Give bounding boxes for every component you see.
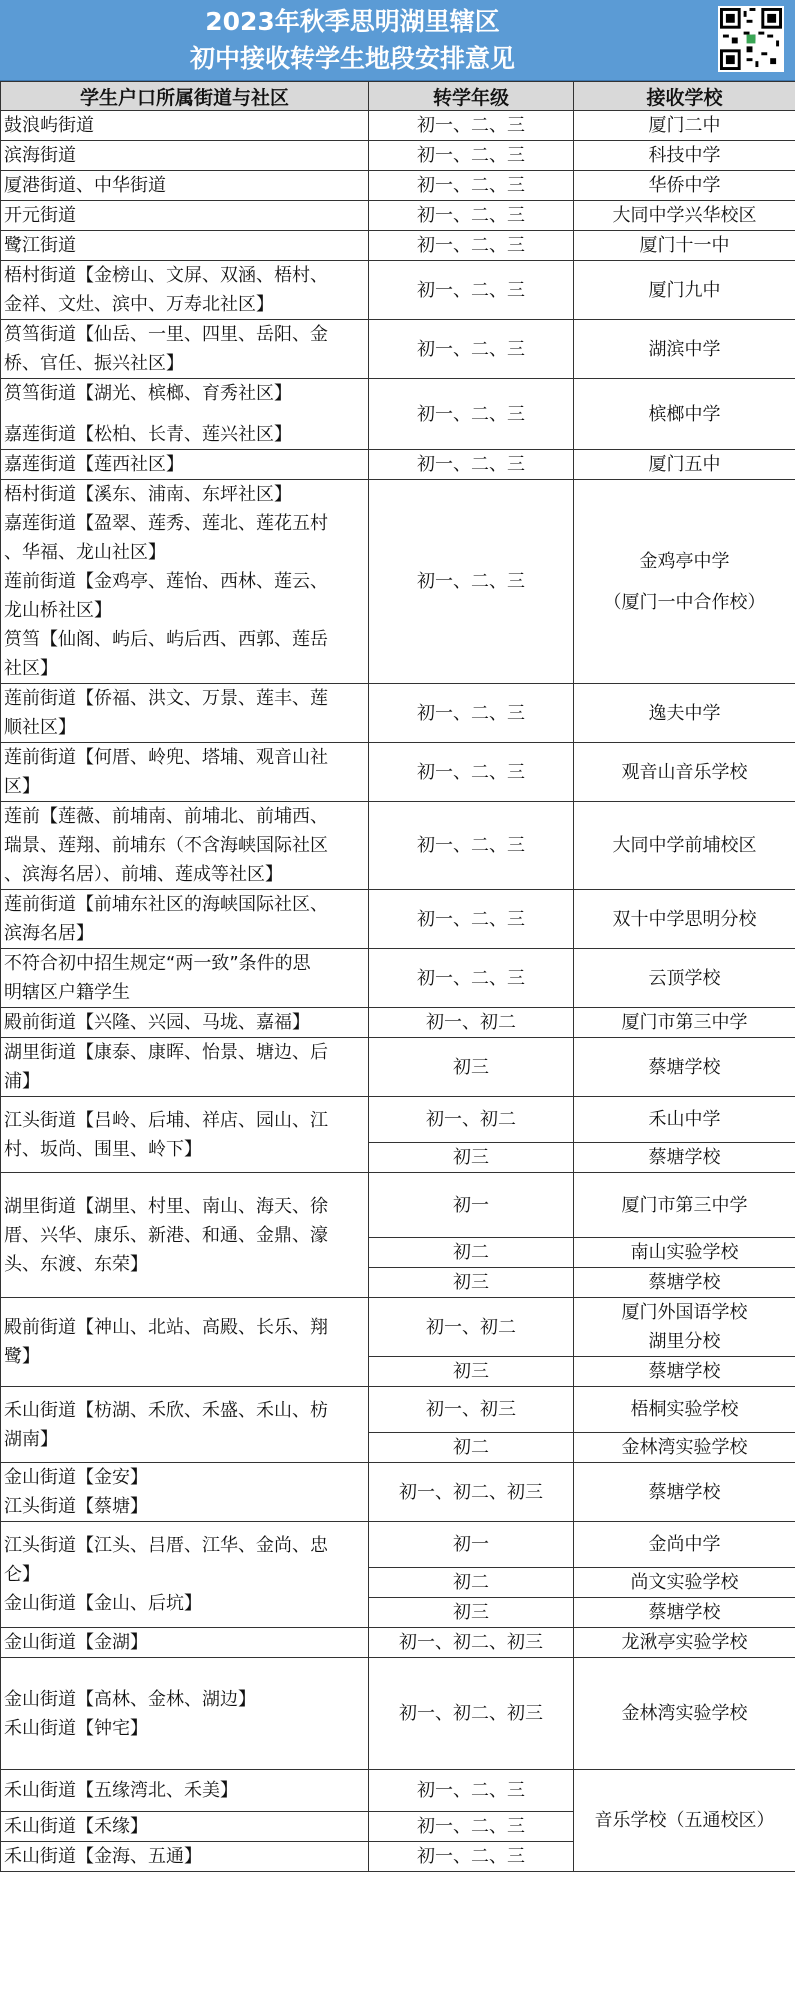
cell-line: 初一 <box>453 1534 489 1555</box>
cell-line: 初一、初二、初三 <box>399 1703 543 1724</box>
cell-line: 初一、二、三 <box>417 235 525 256</box>
cell-line: 初一、初二、初三 <box>399 1481 543 1503</box>
school-cell <box>574 1628 795 1658</box>
cell-line: 筼筜街道【仙岳、一里、四里、岳阳、金 <box>4 324 328 345</box>
area-cell <box>1 684 369 743</box>
cell-line: 初一、初二 <box>426 1012 516 1033</box>
cell-line: 禾山中学 <box>648 1109 721 1130</box>
cell-line: 初一、二、三 <box>417 761 525 783</box>
cell-line: 湖里街道【湖里、村里、南山、海天、徐 <box>4 1195 328 1217</box>
cell-line: 金山街道【金湖】 <box>4 1632 148 1653</box>
school-cell <box>574 231 795 261</box>
transfer-table <box>0 81 795 1872</box>
cell-line: 初一、二、三 <box>417 908 525 930</box>
table-row <box>1 802 795 890</box>
grade-cell <box>369 802 574 890</box>
school-cell <box>574 1568 795 1598</box>
table-row <box>1 201 795 231</box>
area-cell <box>1 1628 369 1658</box>
cell-line: 禾山街道【枋湖、禾欣、禾盛、禾山、枋 <box>4 1399 328 1421</box>
table-row <box>1 743 795 802</box>
area-cell <box>1 111 369 141</box>
cell-line: 初三 <box>453 1147 489 1168</box>
cell-line: 莲前街道【何厝、岭兜、塔埔、观音山社 <box>4 747 328 768</box>
cell-line: 梧桐实验学校 <box>630 1399 739 1420</box>
cell-line: 双十中学思明分校 <box>612 908 757 930</box>
school-cell <box>574 1238 795 1268</box>
cell-line: 初三 <box>453 1272 489 1293</box>
cell-line: 厦门市第三中学 <box>621 1012 748 1033</box>
grade-cell <box>369 1097 574 1143</box>
school-cell <box>574 320 795 379</box>
table-row <box>1 1463 795 1522</box>
school-cell <box>574 1598 795 1628</box>
cell-line: 湖里分校 <box>648 1331 721 1352</box>
school-cell <box>574 111 795 141</box>
table-header-row <box>1 82 795 111</box>
cell-line: 顺社区】 <box>4 717 76 738</box>
grade-cell <box>369 261 574 320</box>
school-cell <box>574 480 795 684</box>
cell-line: 初一、二、三 <box>417 175 525 196</box>
area-cell <box>1 1387 369 1463</box>
grade-cell <box>369 379 574 450</box>
school-cell <box>574 1038 795 1097</box>
school-cell <box>574 1387 795 1433</box>
area-cell <box>1 450 369 480</box>
area-cell <box>1 171 369 201</box>
cell-line: 村、坂尚、围里、岭下】 <box>4 1138 202 1160</box>
school-cell <box>574 201 795 231</box>
page-header <box>0 0 795 81</box>
school-cell <box>574 1522 795 1568</box>
grade-cell <box>369 450 574 480</box>
cell-line: 厦门九中 <box>648 279 721 301</box>
cell-line: 殿前街道【兴隆、兴园、马垅、嘉福】 <box>4 1012 310 1033</box>
school-cell <box>574 1097 795 1143</box>
area-cell <box>1 802 369 890</box>
grade-cell <box>369 1522 574 1568</box>
cell-line: 鼓浪屿街道 <box>4 115 94 136</box>
school-cell <box>574 743 795 802</box>
grade-cell <box>369 1238 574 1268</box>
cell-line: 厦港街道、中华街道 <box>4 175 166 196</box>
table-row <box>1 1097 795 1143</box>
cell-line: 初一、初二 <box>426 1109 516 1130</box>
cell-line: 浦】 <box>4 1071 40 1092</box>
cell-line: 初一、初三 <box>426 1399 516 1420</box>
school-cell <box>574 949 795 1008</box>
table-row <box>1 171 795 201</box>
table-row <box>1 1628 795 1658</box>
cell-line: 初一、初二 <box>426 1316 516 1338</box>
grade-cell <box>369 201 574 231</box>
cell-line: 初一、二、三 <box>417 145 525 166</box>
grade-cell <box>369 1770 574 1812</box>
cell-line: 华侨中学 <box>648 175 721 196</box>
cell-line: 金山街道【金山、后坑】 <box>4 1593 202 1614</box>
table-row <box>1 1008 795 1038</box>
cell-line: 音乐学校（五通校区） <box>594 1810 775 1831</box>
school-cell <box>574 1298 795 1357</box>
cell-line: 厦门五中 <box>648 454 721 475</box>
column-header-grade: 转学年级 <box>369 82 574 111</box>
cell-line: 、滨海名居）、前埔、莲成等社区】 <box>4 864 283 885</box>
table-row <box>1 1298 795 1357</box>
cell-line: 初一、二、三 <box>417 1780 525 1801</box>
grade-cell <box>369 1008 574 1038</box>
cell-line: 初一、二、三 <box>417 279 525 301</box>
school-cell <box>574 1463 795 1522</box>
grade-cell <box>369 949 574 1008</box>
grade-cell <box>369 1842 574 1872</box>
area-cell <box>1 1842 369 1872</box>
cell-line: 南山实验学校 <box>630 1242 739 1263</box>
cell-line: 头、东渡、东荣】 <box>4 1253 148 1275</box>
cell-line: 湖里街道【康泰、康晖、怡景、塘边、后 <box>4 1042 328 1063</box>
table-row <box>1 320 795 379</box>
cell-line: 蔡塘学校 <box>648 1481 721 1503</box>
cell-line: 初一、二、三 <box>417 338 525 360</box>
grade-cell <box>369 1268 574 1298</box>
grade-cell <box>369 1143 574 1173</box>
cell-line: 初一、初二、初三 <box>399 1632 543 1653</box>
cell-line: 禾山街道【禾缘】 <box>4 1816 148 1837</box>
school-cell <box>574 890 795 949</box>
table-row <box>1 1770 795 1812</box>
line-gap <box>4 408 365 420</box>
school-cell <box>574 1008 795 1038</box>
cell-line: 金鸡亭中学 <box>639 550 730 572</box>
grade-cell <box>369 684 574 743</box>
school-cell <box>574 1173 795 1238</box>
area-cell <box>1 1463 369 1522</box>
cell-line: 莲前街道【前埔东社区的海峡国际社区、 <box>4 894 328 915</box>
area-cell <box>1 231 369 261</box>
cell-line: 初三 <box>453 1602 489 1623</box>
grade-cell <box>369 1568 574 1598</box>
cell-line: 蔡塘学校 <box>648 1056 721 1078</box>
cell-line: 初一、二、三 <box>417 1846 525 1867</box>
cell-line: 禾山街道【金海、五通】 <box>4 1846 202 1867</box>
cell-line: 江头街道【江头、吕厝、江华、金尚、忠 <box>4 1535 328 1556</box>
table-row <box>1 450 795 480</box>
cell-line: 初一、二、三 <box>417 205 525 226</box>
school-cell <box>574 379 795 450</box>
cell-line: 明辖区户籍学生 <box>4 982 130 1003</box>
grade-cell <box>369 1658 574 1770</box>
grade-cell <box>369 890 574 949</box>
school-cell <box>574 1770 795 1872</box>
grade-cell <box>369 1038 574 1097</box>
area-cell <box>1 1658 369 1770</box>
grade-cell <box>369 141 574 171</box>
grade-cell <box>369 1628 574 1658</box>
area-cell <box>1 1008 369 1038</box>
cell-line: 初三 <box>453 1056 489 1078</box>
grade-cell <box>369 743 574 802</box>
cell-line: 、华福、龙山社区】 <box>4 542 166 563</box>
column-header-area: 学生户口所属街道与社区 <box>1 82 369 111</box>
school-cell <box>574 1143 795 1173</box>
cell-line: 初一、二、三 <box>417 115 525 136</box>
table-row <box>1 111 795 141</box>
table-row <box>1 379 795 450</box>
table-row <box>1 141 795 171</box>
cell-line: 初一、二、三 <box>417 571 525 592</box>
grade-cell <box>369 1387 574 1433</box>
grade-cell <box>369 111 574 141</box>
cell-line: 厦门二中 <box>648 115 721 136</box>
cell-line: 湖南】 <box>4 1428 58 1450</box>
cell-line: 桥、官任、振兴社区】 <box>4 353 184 374</box>
cell-line: 鹭】 <box>4 1346 40 1367</box>
cell-line: 金祥、文灶、滨中、万寿北社区】 <box>4 294 274 315</box>
cell-line: 梧村街道【溪东、浦南、东坪社区】 <box>4 484 292 505</box>
table-row <box>1 1038 795 1097</box>
area-cell <box>1 949 369 1008</box>
area-cell <box>1 201 369 231</box>
grade-cell <box>369 1812 574 1842</box>
cell-line: 禾山街道【五缘湾北、禾美】 <box>4 1780 238 1801</box>
cell-line: 厦门十一中 <box>639 235 730 256</box>
cell-line: 槟榔中学 <box>648 403 721 425</box>
grade-cell <box>369 480 574 684</box>
cell-line: 滨海街道 <box>4 145 76 166</box>
grade-cell <box>369 231 574 261</box>
area-cell <box>1 743 369 802</box>
area-cell <box>1 320 369 379</box>
cell-line: 仑】 <box>4 1564 40 1585</box>
grade-cell <box>369 1173 574 1238</box>
cell-line: 初一 <box>453 1194 489 1216</box>
cell-line: 莲前街道【金鸡亭、莲怡、西林、莲云、 <box>4 571 328 592</box>
grade-cell <box>369 1463 574 1522</box>
area-cell <box>1 141 369 171</box>
page-title-line1: 2023年秋季思明湖里辖区 <box>205 7 500 36</box>
cell-line: 滨海名居】 <box>4 923 94 944</box>
cell-line: 初一、二、三 <box>417 835 525 856</box>
school-cell <box>574 802 795 890</box>
grade-cell <box>369 171 574 201</box>
area-cell <box>1 480 369 684</box>
cell-line: 初一、二、三 <box>417 1816 525 1837</box>
cell-line: 初一、二、三 <box>417 454 525 475</box>
school-cell <box>574 171 795 201</box>
cell-line: 梧村街道【金榜山、文屏、双涵、梧村、 <box>4 265 328 286</box>
qr-code-icon <box>718 6 784 72</box>
cell-line: 嘉莲街道【盈翠、莲秀、莲北、莲花五村 <box>4 513 328 534</box>
cell-line: 蔡塘学校 <box>648 1602 721 1623</box>
table-row <box>1 261 795 320</box>
school-cell <box>574 261 795 320</box>
area-cell <box>1 1812 369 1842</box>
cell-line: 金尚中学 <box>648 1534 721 1555</box>
cell-line: 金山街道【高林、金林、湖边】 <box>4 1688 256 1710</box>
grade-cell <box>369 1433 574 1463</box>
column-header-school: 接收学校 <box>574 82 795 111</box>
grade-cell <box>369 1357 574 1387</box>
table-row <box>1 1387 795 1433</box>
area-cell <box>1 1770 369 1812</box>
cell-line: 龙湫亭实验学校 <box>621 1632 748 1653</box>
table-row <box>1 231 795 261</box>
area-cell <box>1 379 369 450</box>
cell-line: 初二 <box>453 1437 489 1458</box>
table-row <box>1 890 795 949</box>
cell-line: 区】 <box>4 776 40 797</box>
cell-line: 社区】 <box>4 658 58 679</box>
school-cell <box>574 1357 795 1387</box>
area-cell <box>1 1038 369 1097</box>
cell-line: 禾山街道【钟宅】 <box>4 1717 148 1739</box>
area-cell <box>1 1522 369 1628</box>
cell-line: 初一、二、三 <box>417 967 525 989</box>
grade-cell <box>369 320 574 379</box>
cell-line: 初三 <box>453 1361 489 1382</box>
page-title-line2: 初中接收转学生地段安排意见 <box>189 44 515 73</box>
cell-line: 莲前【莲薇、前埔南、前埔北、前埔西、 <box>4 806 328 827</box>
area-cell <box>1 261 369 320</box>
cell-line: 蔡塘学校 <box>648 1361 721 1382</box>
cell-line: 观音山音乐学校 <box>621 761 748 783</box>
cell-line: 初一、二、三 <box>417 403 525 425</box>
cell-line: 湖滨中学 <box>648 338 721 360</box>
line-gap <box>577 576 792 588</box>
cell-line: 金林湾实验学校 <box>621 1437 748 1458</box>
cell-line: 鹭江街道 <box>4 235 76 256</box>
cell-line: 金山街道【金安】 <box>4 1467 148 1488</box>
area-cell <box>1 890 369 949</box>
school-cell <box>574 684 795 743</box>
cell-line: 云顶学校 <box>648 967 721 989</box>
cell-line: 厝、兴华、康乐、新港、和通、金鼎、濠 <box>4 1224 328 1246</box>
cell-line: 初二 <box>453 1242 489 1263</box>
grade-cell <box>369 1298 574 1357</box>
cell-line: 厦门市第三中学 <box>621 1194 748 1216</box>
school-cell <box>574 1658 795 1770</box>
table-row <box>1 1522 795 1568</box>
cell-line: 逸夫中学 <box>648 702 721 724</box>
cell-line: 瑞景、莲翔、前埔东（不含海峡国际社区 <box>4 835 328 856</box>
cell-line: 不符合初中招生规定“两一致”条件的思 <box>4 953 311 974</box>
cell-line: 科技中学 <box>648 145 721 166</box>
cell-line: 大同中学前埔校区 <box>612 835 757 856</box>
cell-line: 殿前街道【神山、北站、高殿、长乐、翔 <box>4 1317 328 1338</box>
area-cell <box>1 1298 369 1387</box>
area-cell <box>1 1097 369 1173</box>
cell-line: 初二 <box>453 1572 489 1593</box>
cell-line: 嘉莲街道【松柏、长青、莲兴社区】 <box>4 424 292 445</box>
cell-line: （厦门一中合作校） <box>603 591 766 613</box>
cell-line: 大同中学兴华校区 <box>612 205 757 226</box>
cell-line: 嘉莲街道【莲西社区】 <box>4 454 184 475</box>
cell-line: 江头街道【吕岭、后埔、祥店、园山、江 <box>4 1109 328 1131</box>
table-row <box>1 684 795 743</box>
cell-line: 筼筜【仙阁、屿后、屿后西、西郭、莲岳 <box>4 629 328 650</box>
school-cell <box>574 450 795 480</box>
table-row <box>1 1173 795 1238</box>
cell-line: 江头街道【蔡塘】 <box>4 1496 148 1517</box>
area-cell <box>1 1173 369 1298</box>
cell-line: 莲前街道【侨福、洪文、万景、莲丰、莲 <box>4 688 328 709</box>
cell-line: 蔡塘学校 <box>648 1272 721 1293</box>
grade-cell <box>369 1598 574 1628</box>
cell-line: 龙山桥社区】 <box>4 600 112 621</box>
cell-line: 金林湾实验学校 <box>621 1703 748 1724</box>
school-cell <box>574 1433 795 1463</box>
cell-line: 尚文实验学校 <box>630 1572 739 1593</box>
school-cell <box>574 1268 795 1298</box>
cell-line: 厦门外国语学校 <box>621 1302 748 1323</box>
school-cell <box>574 141 795 171</box>
cell-line: 蔡塘学校 <box>648 1147 721 1168</box>
table-row <box>1 480 795 684</box>
table-row <box>1 949 795 1008</box>
cell-line: 初一、二、三 <box>417 702 525 724</box>
cell-line: 开元街道 <box>4 205 76 226</box>
table-row <box>1 1658 795 1770</box>
cell-line: 筼筜街道【湖光、槟榔、育秀社区】 <box>4 383 292 404</box>
